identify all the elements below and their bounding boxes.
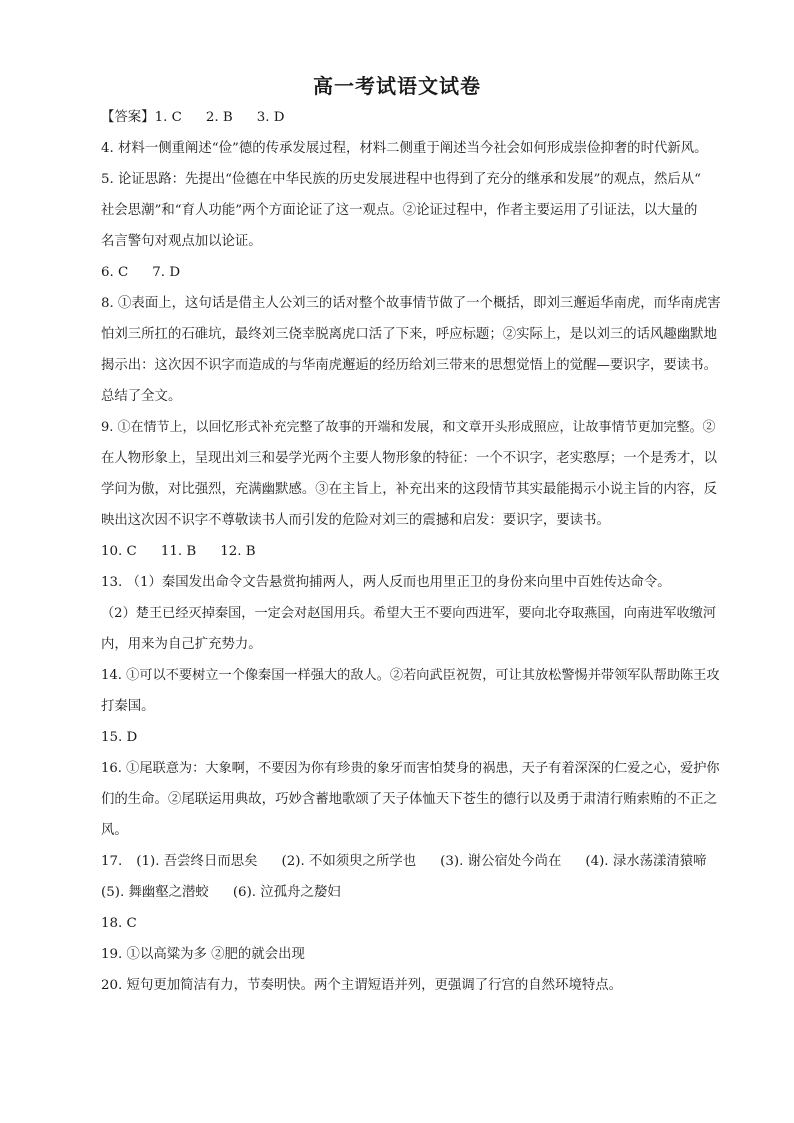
answer-9-line-3: 学问为傲，对比强烈，充满幽默感。③在主旨上，补充出来的这段情节其实最能揭示小说主旨的内容，反 xyxy=(101,482,717,497)
answer-13-line-1: 13. （1）秦国发出命令文告悬赏拘捕两人，两人反而也用里正卫的身份来向里中百姓传达命令。 xyxy=(101,575,671,590)
answer-17-part-2: (2). 不如须臾之所学也 xyxy=(281,854,417,869)
answer-20: 20. 短句更加简洁有力，节奏明快。两个主谓短语并列，更强调了行宫的自然环境特点。 xyxy=(101,978,623,993)
answer-17-line-2 xyxy=(101,877,721,908)
answer-15: 15. D xyxy=(101,730,138,745)
answer-content xyxy=(101,102,721,1001)
answer-17-part-4: (4). 渌水荡漾清猿啼 xyxy=(585,854,707,869)
answer-16-line-3: 风。 xyxy=(101,823,128,838)
answer-9-line-1: 9. ①在情节上，以回忆形式补充完整了故事的开端和发展，和文章开头形成照应，让故事情节更加完整。② xyxy=(101,420,716,435)
answers-6-7 xyxy=(101,257,721,288)
answer-8-line-3: 揭示出：这次因不识字而造成的与华南虎邂逅的经历给刘三带来的思想觉悟上的觉醒—要识字，要读书。 xyxy=(101,358,717,373)
answer-5-line-3: 名言警句对观点加以论证。 xyxy=(101,234,262,249)
answer-17-line-1 xyxy=(101,846,721,877)
answer-13-line-3: 内，用来为自己扩充势力。 xyxy=(101,637,262,652)
answers-1-3 xyxy=(101,102,721,133)
answer-16-line-2: 们的生命。②尾联运用典故，巧妙含蓄地歌颂了天子体恤天下苍生的德行以及勇于肃清行贿索贿的不正之 xyxy=(101,792,717,807)
answer-18: 18. C xyxy=(101,916,137,931)
answer-7: 7. D xyxy=(152,265,181,280)
answer-17-part-3: (3). 谢公宿处今尚在 xyxy=(440,854,562,869)
answer-11: 11. B xyxy=(160,544,197,559)
answer-8-line-1: 8. ①表面上，这句话是借主人公刘三的话对整个故事情节做了一个概括，即刘三邂逅华南虎，而华南虎害 xyxy=(101,296,721,311)
answer-9-line-4: 映出这次因不识字不尊敬读书人而引发的危险对刘三的震撼和启发：要识字，要读书。 xyxy=(101,513,610,528)
answer-5-line-1: 5. 论证思路：先提出“俭德在中华民族的历史发展进程中也得到了充分的继承和发展”的观点，然后从“ xyxy=(101,172,701,187)
answer-tag: 【答案】 xyxy=(101,110,155,125)
answer-19: 19. ①以高粱为多 ②肥的就会出现 xyxy=(101,947,305,962)
answer-17-part-5: (5). 舞幽壑之潜蛟 xyxy=(101,885,209,900)
answer-16-line-1: 16. ①尾联意为：大象啊，不要因为你有珍贵的象牙而害怕焚身的祸患，天子有着深深的仁爱之心，爱护你 xyxy=(101,761,720,776)
answer-17-number: 17. xyxy=(101,854,123,869)
page-title: 高一考试语文试卷 xyxy=(313,74,481,98)
answer-17-part-1: (1). 吾尝终日而思矣 xyxy=(136,854,258,869)
answer-2: 2. B xyxy=(205,110,233,125)
answer-13-line-2: （2）楚王已经灭掉秦国，一定会对赵国用兵。希望大王不要向西进军，要向北夺取燕国，向南进军收缴河 xyxy=(101,606,717,621)
answer-4: 4. 材料一侧重阐述“俭”德的传承发展过程，材料二侧重于阐述当今社会如何形成崇俭抑奢的时代新风。 xyxy=(101,141,708,156)
answer-1: 1. C xyxy=(154,110,182,125)
answer-17-part-6: (6). 泣孤舟之嫠妇 xyxy=(232,885,341,900)
answer-5-line-2: 社会思潮”和“育人功能”两个方面论证了这一观点。②论证过程中，作者主要运用了引证法，以大量的 xyxy=(101,203,698,218)
answer-14-line-1: 14. ①可以不要树立一个像秦国一样强大的敌人。②若向武臣祝贺，可让其放松警惕并带领军队帮助陈王攻 xyxy=(101,668,720,683)
answer-10: 10. C xyxy=(101,544,137,559)
answer-9-line-2: 在人物形象上，呈现出刘三和晏学光两个主要人物形象的特征：一个不识字，老实憨厚；一个是秀才，以 xyxy=(101,451,717,466)
answer-8-line-2: 怕刘三所扛的石碓坑，最终刘三侥幸脱离虎口活了下来，呼应标题；②实际上，是以刘三的话风趣幽默地 xyxy=(101,327,717,342)
answer-6: 6. C xyxy=(101,265,129,280)
answer-14-line-2: 打秦国。 xyxy=(101,699,155,714)
answer-3: 3. D xyxy=(256,110,285,125)
answer-8-line-4: 总结了全文。 xyxy=(101,389,182,404)
answers-10-12 xyxy=(101,536,721,567)
answer-12: 12. B xyxy=(220,544,256,559)
